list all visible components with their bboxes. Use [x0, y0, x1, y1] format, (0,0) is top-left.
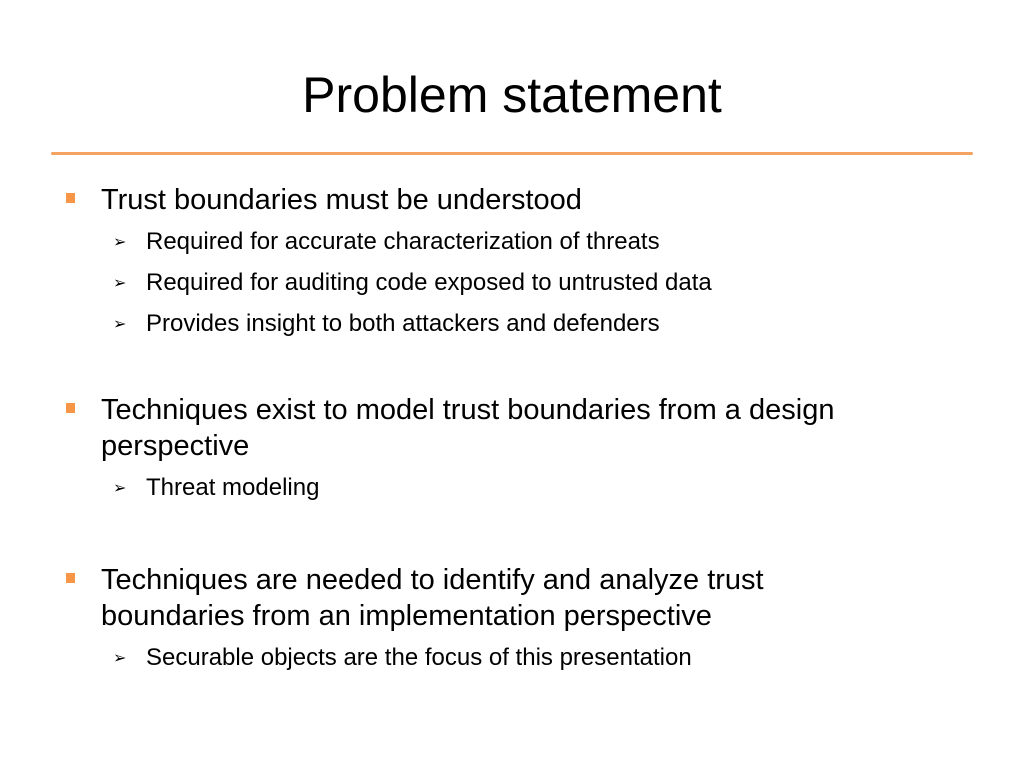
bullet-text: Techniques are needed to identify and analyze trust boundaries from an implementation perspective — [101, 564, 764, 632]
arrowhead-bullet-icon: ➢ — [113, 273, 127, 292]
bullet-item — [0, 562, 1024, 634]
sub-bullet-item — [0, 637, 1024, 678]
sub-bullet-text: Provides insight to both attackers and defenders — [146, 310, 660, 337]
bullet-text: Techniques exist to model trust boundaries from a design perspective — [101, 394, 835, 462]
sub-bullet-item — [0, 303, 1024, 344]
sub-bullet-item — [0, 467, 1024, 508]
sub-bullet-item — [0, 262, 1024, 303]
bullet-item — [0, 392, 1024, 464]
arrowhead-bullet-icon: ➢ — [113, 648, 127, 667]
sub-bullet-text: Required for accurate characterization of threats — [146, 228, 660, 255]
sub-bullet-text: Securable objects are the focus of this presentation — [146, 644, 692, 671]
bullet-item — [0, 182, 1024, 218]
sub-bullet-item — [0, 221, 1024, 262]
arrowhead-bullet-icon: ➢ — [113, 232, 127, 251]
arrowhead-bullet-icon: ➢ — [113, 478, 127, 497]
orange-square-bullet-icon — [66, 573, 75, 583]
sub-bullet-text: Threat modeling — [146, 474, 320, 501]
slide-title: Problem statement — [302, 67, 722, 123]
orange-square-bullet-icon — [66, 193, 75, 203]
bullet-group — [0, 392, 1024, 508]
bullet-text: Trust boundaries must be understood — [101, 184, 582, 216]
sub-bullet-text: Required for auditing code exposed to untrusted data — [146, 269, 712, 296]
orange-square-bullet-icon — [66, 403, 75, 413]
bullet-group — [0, 182, 1024, 344]
arrowhead-bullet-icon: ➢ — [113, 314, 127, 333]
bullet-group — [0, 562, 1024, 678]
